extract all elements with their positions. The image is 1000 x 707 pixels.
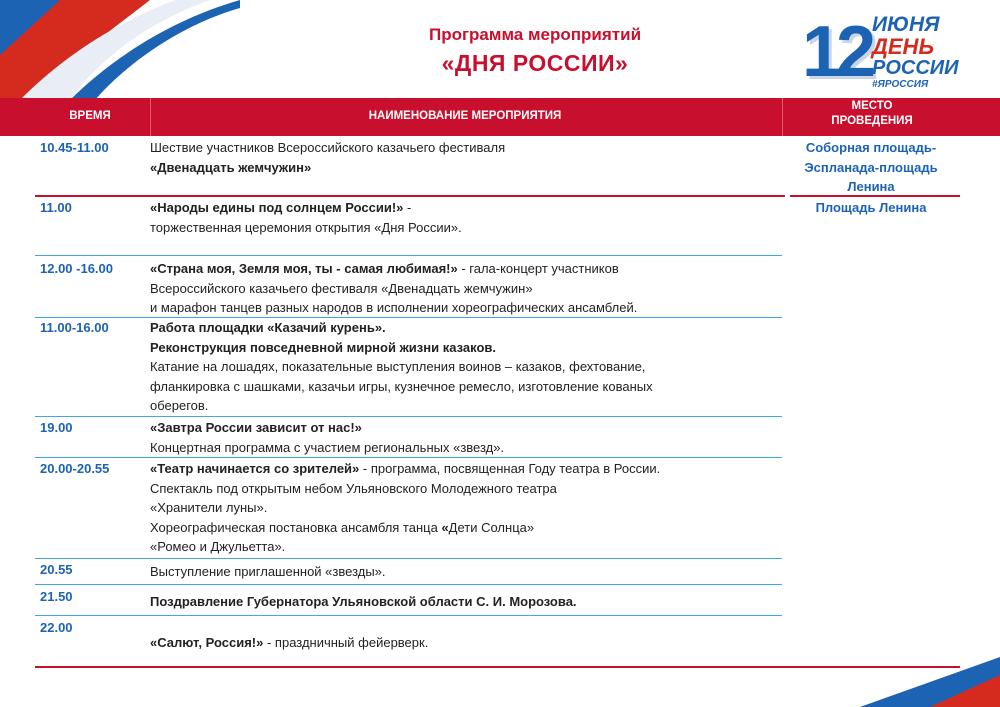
row-2-line2: торжественная церемония открытия «Дня России». [150,219,462,235]
program-title: Программа мероприятий [428,25,642,44]
row-divider [35,558,782,559]
row-4-line3: Катание на лошадях, показательные выступления воинов – казаков, фехтование, [150,359,646,374]
row-5-line2: Концертная программа с участием региональных «звезд». [150,439,505,455]
row-6-line5: «Ромео и Джульетта». [150,539,286,554]
day-of-russia-logo [800,12,960,96]
row-6-time: 20.00-20.55 [40,461,110,476]
row-3-line1-bold: «Страна моя, Земля моя, ты - самая любимая!» [150,261,458,276]
row-divider [35,416,782,417]
row-4-description [150,318,780,416]
venue-1 [782,138,960,197]
row-divider [35,457,782,458]
row-divider [35,584,782,585]
header-event-name: НАИМЕНОВАНИЕ МЕРОПРИЯТИЯ [368,110,562,122]
venue-divider [790,195,960,197]
row-6-line1-bold: «Театр начинается со зрителей» [150,461,360,476]
row-9-line1-rest: - праздничный фейерверк. [263,635,429,650]
corner-decoration-top-left [0,0,240,100]
row-4-line5: оберегов. [150,398,209,413]
logo-russia: РОССИИ [872,57,959,79]
program-subtitle: «ДНЯ РОССИИ» [441,50,629,76]
table-bottom-border [35,666,960,668]
row-8-description [150,592,780,612]
row-divider [35,615,782,616]
venue-1-line3: Ленина [847,179,895,194]
header-time: ВРЕМЯ [69,110,111,122]
row-divider [35,195,785,197]
corner-decoration-bottom-right [860,657,1000,707]
header-venue [782,99,962,129]
row-divider [35,255,782,256]
header-venue-line1: МЕСТО [851,100,893,112]
row-2-description [150,198,780,237]
row-9-description [150,633,780,653]
row-6-description [150,459,780,557]
row-2-line1-rest: - [403,200,412,215]
row-4-time: 11.00-16.00 [40,320,109,335]
row-6-line2: Спектакль под открытым небом Ульяновского Молодежного театра [150,480,557,496]
row-2-line1-bold: «Народы едины под солнцем России!» [150,200,404,215]
logo-number: 12 [802,12,871,92]
row-6-line1-rest: - программа, посвященная Году театра в России. [359,461,661,476]
venue-2: Площадь Ленина [815,200,927,215]
venue-1-line2: Эспланада-площадь [804,159,938,175]
row-1-line1: Шествие участников Всероссийского казачьего фестиваля [150,140,506,155]
venue-1-line1: Соборная площадь- [805,140,937,155]
logo-hashtag: #ЯРОССИЯ [872,79,929,90]
row-3-line3: и марафон танцев разных народов в исполнении хореографических ансамблей. [150,300,638,315]
row-6-line4-quote: « [441,519,449,535]
row-3-line1-rest: - гала-концерт участников [457,261,619,276]
row-6-line4-a: Хореографическая постановка ансамбля танца [150,519,442,535]
row-9-time: 22.00 [40,620,73,635]
row-4-line4: фланкировка с шашками, казачьи игры, кузнечное ремесло, изготовление кованых [150,378,653,394]
table-header [0,98,1000,136]
row-2-time: 11.00 [40,200,72,215]
row-8-time: 21.50 [40,589,73,604]
row-1-time: 10.45-11.00 [40,140,109,155]
row-5-description [150,418,780,457]
row-5-time: 19.00 [40,420,73,435]
row-1-description [150,138,780,177]
logo-month: ИЮНЯ [872,13,940,36]
row-7-description: Выступление приглашенной «звезды». [150,564,386,579]
row-4-line2: Реконструкция повседневной мирной жизни казаков. [150,339,496,355]
row-3-line2: Всероссийского казачьего фестиваля «Двенадцать жемчужин» [150,280,533,296]
logo-day: ДЕНЬ [872,34,935,59]
row-3-description [150,259,780,318]
row-6-line4-b: Дети Солнца» [448,519,535,535]
row-7-time: 20.55 [40,562,73,577]
row-5-line1: «Завтра России зависит от нас!» [150,420,362,435]
row-1-line2: «Двенадцать жемчужин» [150,159,312,175]
row-6-line3: «Хранители луны». [150,500,268,515]
header-venue-line2: ПРОВЕДЕНИЯ [831,115,913,127]
row-3-time: 12.00 -16.00 [40,261,114,276]
row-4-line1: Работа площадки «Казачий курень». [150,320,386,335]
row-9-line1-bold: «Салют, Россия!» [150,635,264,650]
row-8-line1: Поздравление Губернатора Ульяновской области С. И. Морозова. [150,594,577,609]
